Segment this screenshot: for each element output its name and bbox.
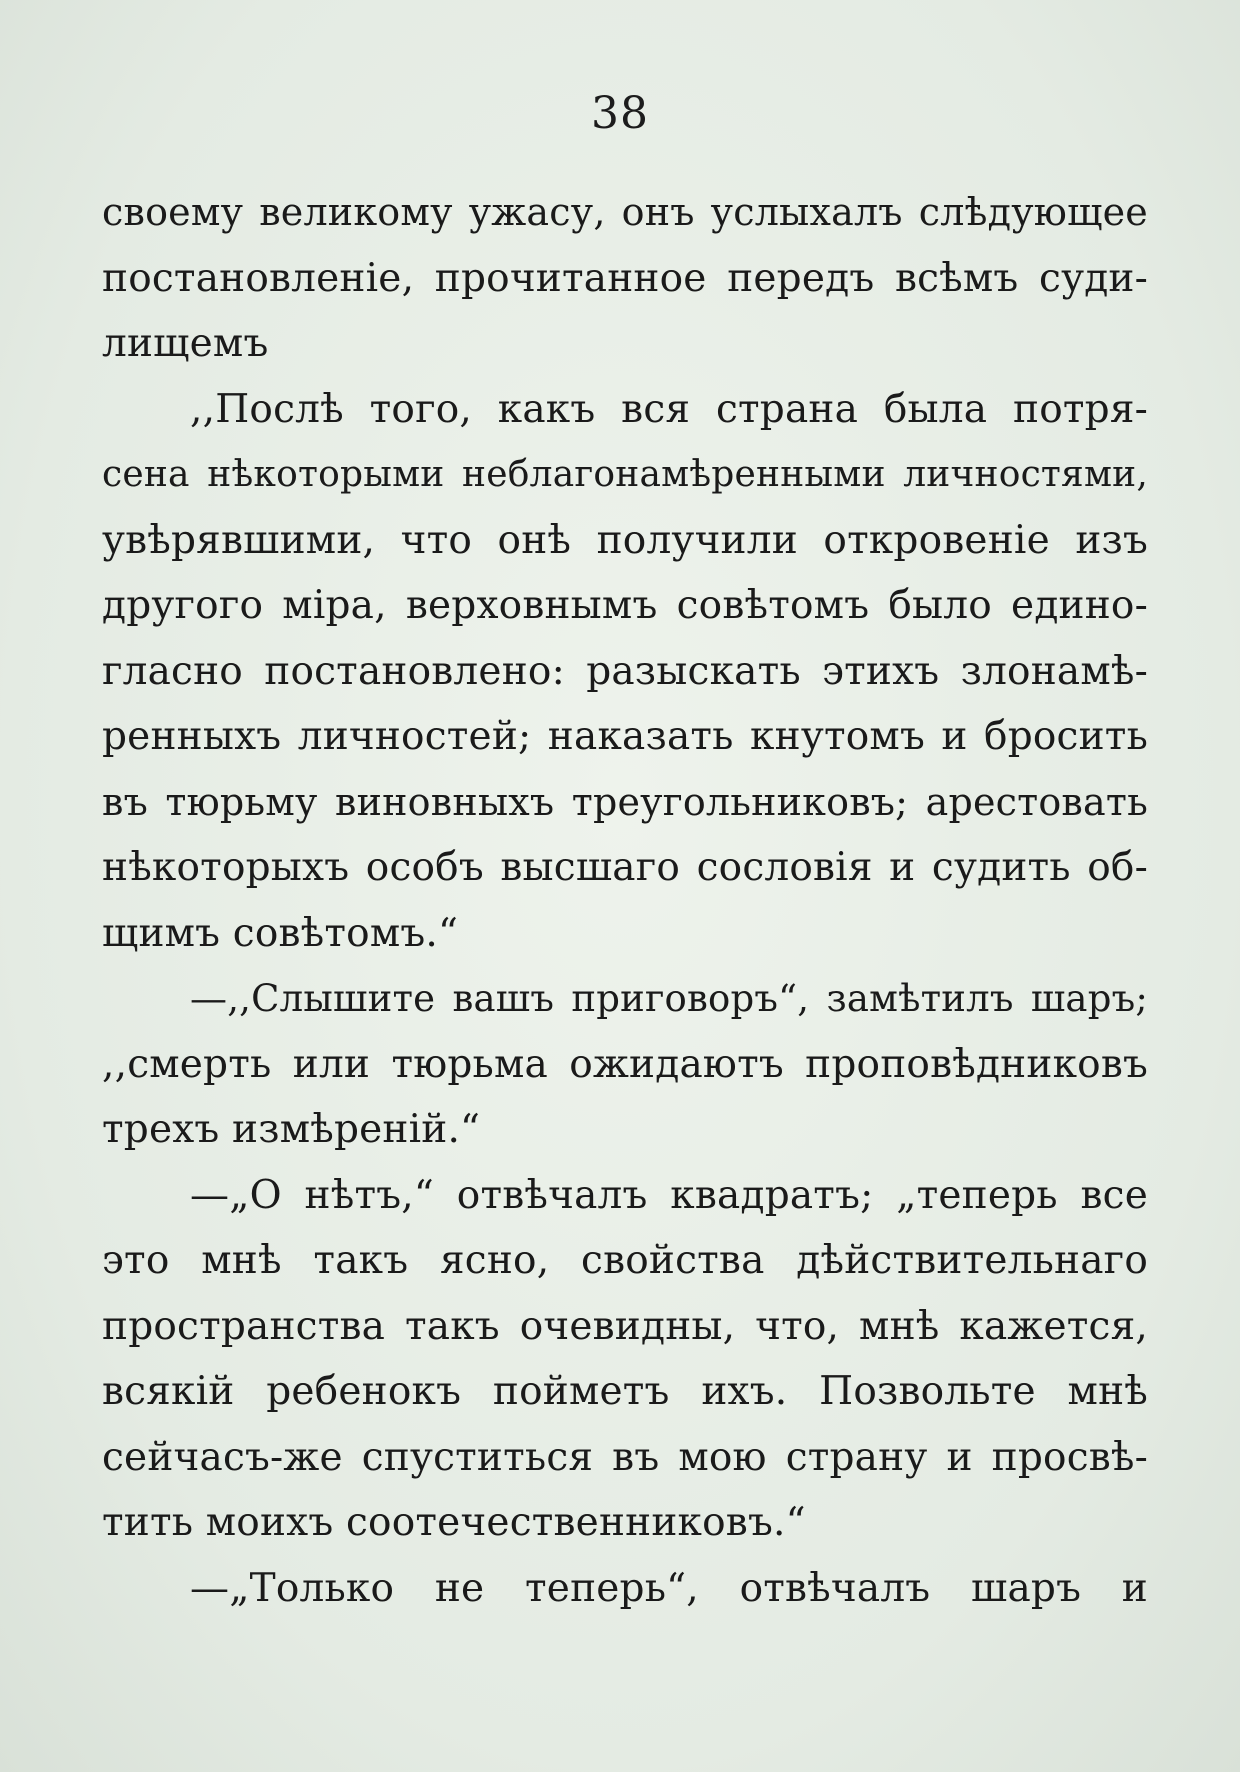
text-line: пространства такъ очевидны, что, мнѣ кажется,: [102, 1303, 1148, 1349]
text-line: тить моихъ соотечественниковъ.“: [102, 1500, 806, 1545]
text-line: трехъ измѣреній.“: [102, 1107, 481, 1152]
text-line: нѣкоторыхъ особъ высшаго сословія и судить об-: [102, 845, 1148, 890]
text-line: другого міра, верховнымъ совѣтомъ было едино-: [102, 583, 1148, 628]
page-number: 38: [591, 88, 649, 139]
text-line: —„Только не теперь“, отвѣчалъ шаръ и: [190, 1565, 1148, 1611]
text-line: сейчасъ-же спуститься въ мою страну и просвѣ-: [102, 1434, 1148, 1480]
body-text: [102, 180, 1148, 1621]
text-line: лищемъ: [102, 321, 269, 366]
text-line: щимъ совѣтомъ.“: [102, 910, 459, 956]
text-line: ,,Послѣ того, какъ вся страна была потря-: [190, 386, 1148, 432]
text-line: своему великому ужасу, онъ услыхалъ слѣдующее: [102, 190, 1148, 234]
text-line: —„О нѣтъ,“ отвѣчалъ квадратъ; „теперь все: [190, 1172, 1148, 1218]
text-line: —,,Слышите вашъ приговоръ“, замѣтилъ шаръ;: [190, 977, 1148, 1020]
text-line: ,,смерть или тюрьма ожидаютъ проповѣдниковъ: [102, 1041, 1148, 1087]
text-line: ренныхъ личностей; наказать кнутомъ и бросить: [102, 714, 1148, 759]
text-line: всякій ребенокъ пойметъ ихъ. Позвольте мнѣ: [102, 1369, 1148, 1414]
text-line: въ тюрьму виновныхъ треугольниковъ; арестовать: [102, 779, 1148, 824]
text-line: гласно постановлено: разыскать этихъ злонамѣ-: [102, 648, 1148, 694]
text-line: сена нѣкоторыми неблагонамѣренными личностями,: [102, 454, 1148, 495]
text-line: увѣрявшими, что онѣ получили откровеніе изъ: [102, 517, 1148, 563]
text-line: это мнѣ такъ ясно, свойства дѣйствительнаго: [102, 1238, 1148, 1283]
text-line: постановленіе, прочитанное передъ всѣмъ суди-: [102, 255, 1148, 301]
